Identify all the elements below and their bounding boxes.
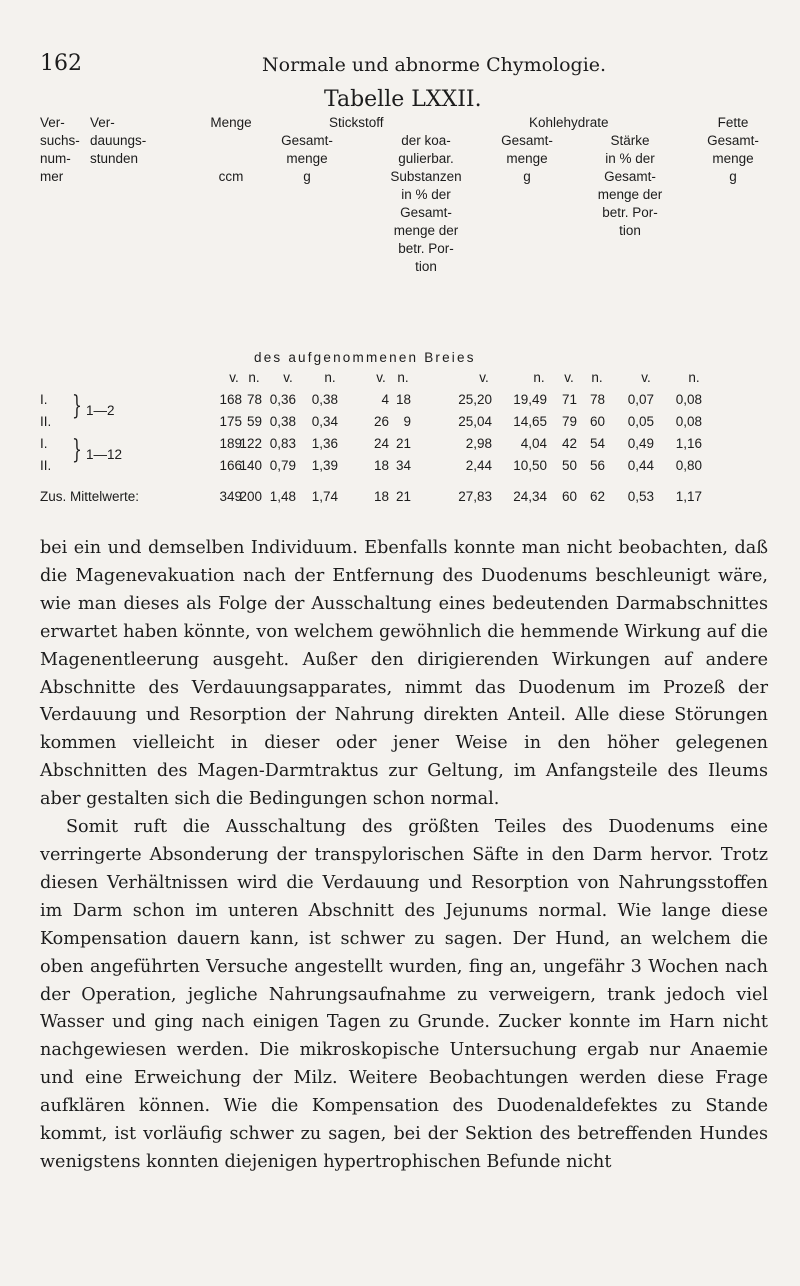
vn-label: v. bbox=[479, 370, 489, 385]
page-number: 162 bbox=[40, 51, 82, 76]
table-cell: 122 bbox=[239, 436, 262, 451]
row-label: II. bbox=[40, 458, 52, 473]
table-cell: 0,44 bbox=[627, 458, 654, 473]
table-cell: 166 bbox=[219, 458, 242, 473]
table-cell: 10,50 bbox=[513, 458, 547, 473]
table-cell: 2,44 bbox=[465, 458, 492, 473]
group-brace: } bbox=[72, 391, 82, 421]
table-cell: 24,34 bbox=[513, 489, 547, 504]
table-cell: 200 bbox=[239, 489, 262, 504]
table-cell: 27,83 bbox=[458, 489, 492, 504]
vn-label: n. bbox=[397, 370, 409, 385]
table-cell: 71 bbox=[561, 392, 577, 407]
table-cell: 4,04 bbox=[520, 436, 547, 451]
table-cell: 140 bbox=[239, 458, 262, 473]
table-cell: 0,79 bbox=[269, 458, 296, 473]
header-stickstoff-koag: der koa- gulierbar. Substanzen in % der Gesamt- menge der betr. Por- tion bbox=[390, 133, 462, 274]
table-cell: 24 bbox=[373, 436, 389, 451]
group-label: 1—12 bbox=[86, 447, 123, 462]
table-title: Tabelle LXXII. bbox=[324, 87, 482, 112]
table-cell: 59 bbox=[246, 414, 262, 429]
vn-label: n. bbox=[248, 370, 260, 385]
table-cell: 0,83 bbox=[269, 436, 296, 451]
table-cell: 19,49 bbox=[513, 392, 547, 407]
table-cell: 78 bbox=[246, 392, 262, 407]
row-label: I. bbox=[40, 392, 48, 407]
table-cell: 0,38 bbox=[311, 392, 338, 407]
header-versuchsnummer: Ver- suchs- num- mer bbox=[40, 115, 80, 184]
table-cell: 25,04 bbox=[458, 414, 492, 429]
vn-label: v. bbox=[641, 370, 651, 385]
table-cell: 14,65 bbox=[513, 414, 547, 429]
table-cell: 1,48 bbox=[269, 489, 296, 504]
table-cell: 1,39 bbox=[311, 458, 338, 473]
table-cell: 0,34 bbox=[311, 414, 338, 429]
vn-label: v. bbox=[229, 370, 239, 385]
table-cell: 1,16 bbox=[675, 436, 702, 451]
table-cell: 1,74 bbox=[311, 489, 338, 504]
table-cell: 79 bbox=[561, 414, 577, 429]
table-cell: 25,20 bbox=[458, 392, 492, 407]
header-verdauungsstunden: Ver- dauungs- stunden bbox=[90, 115, 147, 166]
table-cell: 4 bbox=[381, 392, 389, 407]
group-brace: } bbox=[72, 435, 82, 465]
table-cell: 42 bbox=[561, 436, 577, 451]
running-head: Normale und abnorme Chymologie. bbox=[262, 54, 607, 76]
table-cell: 1,36 bbox=[311, 436, 338, 451]
vn-label: v. bbox=[376, 370, 386, 385]
vn-label: n. bbox=[324, 370, 336, 385]
table-cell: 9 bbox=[403, 414, 411, 429]
header-menge: Menge ccm bbox=[210, 115, 252, 184]
vn-label: n. bbox=[533, 370, 545, 385]
table-cell: 189 bbox=[219, 436, 242, 451]
table-cell: 0,08 bbox=[675, 392, 702, 407]
table-cell: 21 bbox=[395, 489, 411, 504]
row-label: II. bbox=[40, 414, 52, 429]
table-cell: 18 bbox=[373, 489, 389, 504]
table-cell: 18 bbox=[395, 392, 411, 407]
table-cell: 60 bbox=[589, 414, 605, 429]
vn-label: n. bbox=[591, 370, 603, 385]
paragraph: bei ein und demselben Individuum. Ebenfalls konnte man nicht beobachten, daß die Magenevakuation nach der Entfernung des Duodenums beschleunigt wäre, wie man dieses als Folge der Ausschaltung eines bedeutenden Darmabschnittes erwartet haben könnte, von welchem gewöhnlich die hemmende Wirkung auf die Magenentleerung ausgeht. Außer den dirigierenden Wirkungen auf andere Abschnitte des Verdauungsapparates, nimmt das Duodenum im Prozeß der Verdauung und Resorption der Nahrung direkten Anteil. Alle diese Störungen kommen vielleicht in dieser oder jener Weise in den höher gelegenen Abschnitten des Magen-Darmtraktus zur Geltung, im Anfangsteile des Ileums aber gestalten sich die Bedingungen schon normal. bbox=[40, 538, 768, 810]
table-cell: 349 bbox=[219, 489, 242, 504]
table-cell: 0,38 bbox=[269, 414, 296, 429]
table-cell: 168 bbox=[219, 392, 242, 407]
mittelwerte-label: Zus. Mittelwerte: bbox=[40, 489, 140, 504]
header-kohlehydrate: Kohlehydrate bbox=[529, 115, 609, 130]
table-cell: 0,36 bbox=[269, 392, 296, 407]
vn-label: v. bbox=[283, 370, 293, 385]
table-cell: 0,08 bbox=[675, 414, 702, 429]
table-cell: 0,07 bbox=[627, 392, 654, 407]
group-label: 1—2 bbox=[86, 403, 115, 418]
header-kh-gesamt: Gesamt- menge g bbox=[501, 133, 553, 184]
table-cell: 54 bbox=[589, 436, 605, 451]
header-kh-staerke: Stärke in % der Gesamt- menge der betr. Por- tion bbox=[597, 133, 663, 238]
row-label: I. bbox=[40, 436, 48, 451]
vn-label: v. bbox=[564, 370, 574, 385]
header-fette: Fette Gesamt- menge g bbox=[707, 115, 759, 184]
table-cell: 18 bbox=[373, 458, 389, 473]
table-cell: 2,98 bbox=[465, 436, 492, 451]
body-text bbox=[40, 535, 768, 1177]
table-cell: 0,49 bbox=[627, 436, 654, 451]
vn-label: n. bbox=[688, 370, 700, 385]
header-stickstoff-gesamt: Gesamt- menge g bbox=[281, 133, 333, 184]
header-stickstoff: Stickstoff bbox=[329, 115, 384, 130]
table-cell: 56 bbox=[589, 458, 605, 473]
table-cell: 78 bbox=[589, 392, 605, 407]
table-cell: 60 bbox=[561, 489, 577, 504]
table-cell: 62 bbox=[589, 489, 605, 504]
table-cell: 26 bbox=[373, 414, 389, 429]
table-cell: 0,80 bbox=[675, 458, 702, 473]
table-cell: 21 bbox=[395, 436, 411, 451]
table-cell: 50 bbox=[561, 458, 577, 473]
table-cell: 175 bbox=[219, 414, 242, 429]
table-cell: 0,05 bbox=[627, 414, 654, 429]
table-cell: 1,17 bbox=[675, 489, 702, 504]
paragraph: Somit ruft die Ausschaltung des größten Teiles des Duodenums eine verringerte Absonderung der transpylorischen Säfte in den Darm hervor. Trotz diesen Verhältnissen wird die Verdauung und Resorption von Nahrungsstoffen im Darm schon im unteren Abschnitt des Jejunums normal. Wie lange diese Kompensation dauern kann, ist schwer zu sagen. Der Hund, an welchem die oben angeführten Versuche angestellt wurden, fing an, ungefähr 3 Wochen nach der Operation, jegliche Nahrungsaufnahme zu verweigern, trank jedoch viel Wasser und ging nach einigen Tagen zu Grunde. Zucker konnte im Harn nicht nachgewiesen werden. Die mikroskopische Untersuchung ergab nur Anaemie und eine Erweichung der Milz. Weitere Beobachtungen werden diese Frage aufklären können. Wie die Kompensation des Duodenaldefektes zu Stande kommt, ist vorläufig schwer zu sagen, bei der Sektion des betreffenden Hundes wenigstens konnten diejenigen hypertrophischen Befunde nicht bbox=[40, 817, 768, 1172]
spanning-label: des aufgenommenen Breies bbox=[254, 350, 476, 365]
table-cell: 0,53 bbox=[627, 489, 654, 504]
table-cell: 34 bbox=[395, 458, 411, 473]
